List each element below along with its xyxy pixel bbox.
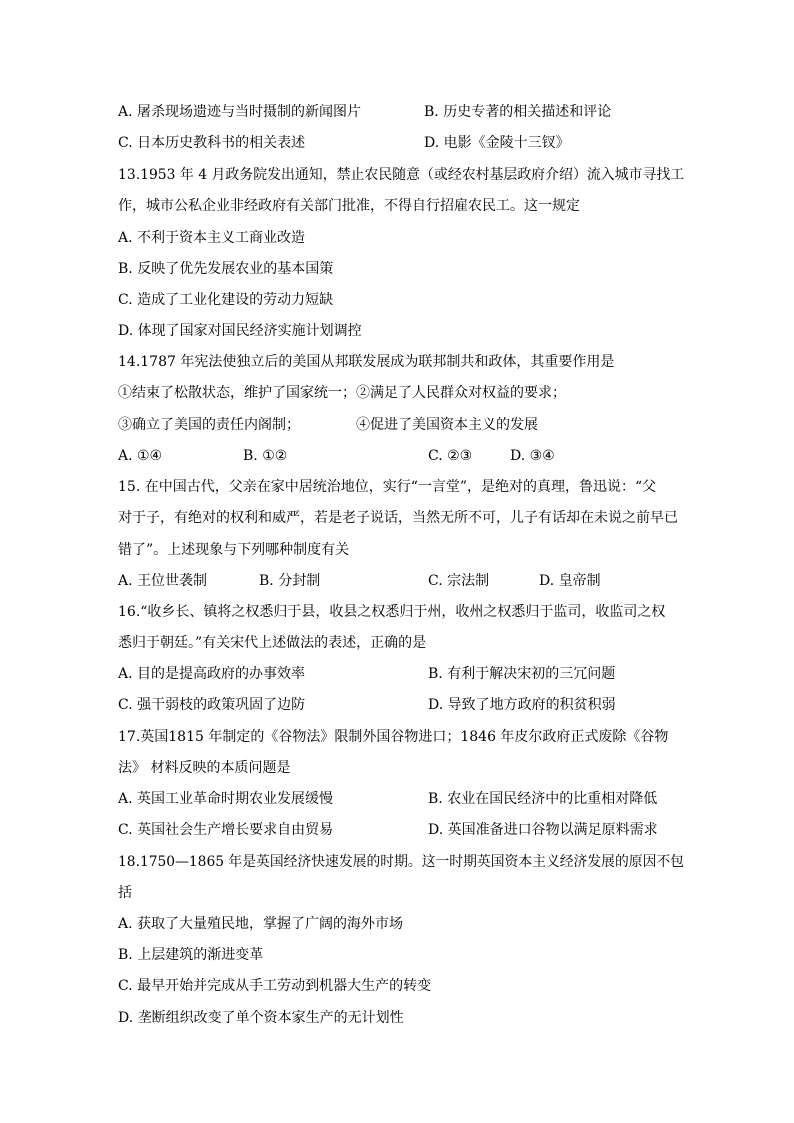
q14-items-line1: ①结束了松散状态，维护了国家统一；②满足了人民群众对权益的要求； — [118, 385, 566, 401]
q17-option-c: C. 英国社会生产增长要求自由贸易 — [118, 822, 334, 838]
q15-option-a: A. 王位世袭制 — [118, 573, 208, 589]
q17-option-a: A. 英国工业革命时期农业发展缓慢 — [118, 791, 334, 807]
q16-option-b: B. 有利于解决宋初的三冗问题 — [428, 666, 616, 682]
q15-stem-line3: 错了”。上述现象与下列哪种制度有关 — [118, 542, 350, 558]
q12-option-c: C. 日本历史教科书的相关表述 — [118, 135, 306, 151]
q15-stem-line1: 15. 在中国古代，父亲在家中居统治地位，实行“一言堂”，是绝对的真理，鲁迅说：“父 — [118, 479, 657, 495]
q14-option-d: D. ③④ — [510, 448, 555, 464]
q18-option-a: A. 获取了大量殖民地，掌握了广阔的海外市场 — [118, 916, 404, 932]
q18-option-b: B. 上层建筑的渐进变革 — [118, 947, 264, 963]
q14-stem: 14.1787 年宪法使独立后的美国从邦联发展成为联邦制共和政体，其重要作用是 — [118, 354, 615, 370]
q13-stem-line1: 13.1953 年 4 月政务院发出通知，禁止农民随意（或经农村基层政府介绍）流入城市寻找工 — [118, 167, 685, 183]
q15-option-c: C. 宗法制 — [428, 573, 490, 589]
q16-option-a: A. 目的是提高政府的办事效率 — [118, 666, 306, 682]
q18-option-c: C. 最早开始并完成从手工劳动到机器大生产的转变 — [118, 978, 432, 994]
q12-option-a: A. 屠杀现场遗迹与当时摄制的新闻图片 — [118, 104, 362, 120]
q13-option-c: C. 造成了工业化建设的劳动力短缺 — [118, 292, 334, 308]
q16-stem-line1: 16.“收乡长、镇将之权悉归于县，收县之权悉归于州，收州之权悉归于监司，收监司之权 — [118, 604, 666, 620]
q14-items-line2a: ③确立了美国的责任内阁制； — [118, 417, 300, 433]
q17-option-d: D. 英国准备进口谷物以满足原料需求 — [428, 822, 658, 838]
q18-stem-line2: 括 — [118, 885, 132, 901]
q16-stem-line2: 悉归于朝廷。”有关宋代上述做法的表述，正确的是 — [118, 635, 427, 651]
q17-option-b: B. 农业在国民经济中的比重相对降低 — [428, 791, 658, 807]
q16-option-c: C. 强干弱枝的政策巩固了边防 — [118, 697, 306, 713]
q14-items-line2b: ④促进了美国资本主义的发展 — [356, 417, 538, 433]
q14-option-c: C. ②③ — [428, 448, 473, 464]
q15-stem-line2: 对于子，有绝对的权利和威严，若是老子说话，当然无所不可，儿子有话却在未说之前早已 — [118, 510, 678, 526]
q18-option-d: D. 垄断组织改变了单个资本家生产的无计划性 — [118, 1010, 404, 1026]
q17-stem-line2: 法》 材料反映的本质问题是 — [118, 760, 291, 776]
q13-option-b: B. 反映了优先发展农业的基本国策 — [118, 261, 334, 277]
q13-option-a: A. 不利于资本主义工商业改造 — [118, 230, 306, 246]
q16-option-d: D. 导致了地方政府的积贫积弱 — [428, 697, 616, 713]
q15-option-b: B. 分封制 — [259, 573, 321, 589]
q13-stem-line2: 作，城市公私企业非经政府有关部门批准，不得自行招雇农民工。这一规定 — [118, 198, 580, 214]
q12-option-b: B. 历史专著的相关描述和评论 — [424, 104, 612, 120]
q14-option-b: B. ①② — [243, 448, 288, 464]
q13-option-d: D. 体现了国家对国民经济实施计划调控 — [118, 323, 362, 339]
q14-option-a: A. ①④ — [118, 448, 163, 464]
q18-stem-line1: 18.1750—1865 年是英国经济快速发展的时期。这一时期英国资本主义经济发展的原因不包 — [118, 854, 685, 870]
q15-option-d: D. 皇帝制 — [539, 573, 601, 589]
q17-stem-line1: 17.英国1815 年制定的《谷物法》限制外国谷物进口；1846 年皮尔政府正式废除《谷物 — [118, 729, 669, 745]
q12-option-d: D. 电影《金陵十三钗》 — [424, 135, 570, 151]
